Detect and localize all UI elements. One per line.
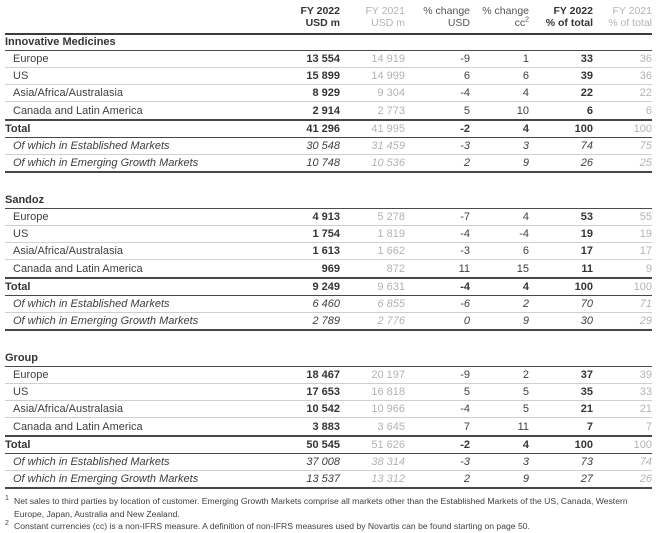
table-cell: 7 — [645, 420, 652, 433]
table-cell: 100 — [633, 123, 652, 135]
column-header-line: FY 2022 — [553, 5, 593, 17]
table-cell: 4 913 — [312, 211, 340, 223]
table-row — [5, 85, 652, 102]
table-section — [5, 351, 652, 489]
table-cell: 13 537 — [306, 473, 340, 485]
table-cell: 3 — [522, 456, 529, 468]
table-row — [5, 418, 652, 435]
table-cell: 19 — [580, 228, 593, 240]
row-label: Asia/Africa/Australasia — [13, 87, 124, 99]
table-cell: 36 — [639, 70, 652, 82]
table-cell: 18 467 — [306, 369, 340, 381]
table-row — [5, 102, 652, 119]
table-row — [5, 454, 652, 471]
table-cell: 8 929 — [312, 87, 340, 99]
table-cell: 1 662 — [377, 245, 405, 257]
footnotes — [5, 495, 652, 533]
table-cell: 5 — [463, 104, 470, 117]
table-cell: -3 — [460, 245, 470, 257]
column-header-line: % of total — [545, 17, 593, 29]
table-cell: 872 — [386, 262, 405, 275]
footnote-marker: 1 — [5, 495, 9, 502]
table-cell: 9 — [522, 473, 529, 485]
column-header-line: USD — [447, 17, 470, 29]
row-label: Europe — [13, 211, 49, 223]
footnote-1 — [5, 495, 652, 520]
table-cell: 2 — [463, 473, 470, 485]
table-cell: -9 — [460, 53, 470, 65]
table-cell: 0 — [463, 315, 470, 327]
table-cell: 10 542 — [306, 403, 340, 415]
row-label: US — [13, 386, 29, 398]
table-cell: -4 — [460, 87, 470, 99]
table-cell: 1 — [522, 53, 529, 65]
row-label: Europe — [13, 53, 49, 65]
table-cell: 3 883 — [312, 420, 340, 433]
table-cell: 21 — [580, 403, 593, 415]
table-cell: 4 — [522, 211, 529, 223]
table-cell: 53 — [580, 211, 593, 223]
row-label: US — [13, 228, 29, 240]
table-cell: 25 — [639, 157, 652, 169]
table-section — [5, 35, 652, 173]
table-cell: -4 — [519, 228, 529, 240]
table-cell: 2 776 — [377, 315, 405, 327]
table-cell: 2 — [463, 157, 470, 169]
table-cell: 6 — [522, 70, 529, 82]
column-header-fy2021-usdm — [340, 5, 405, 29]
table-row — [5, 209, 652, 226]
table-row — [5, 68, 652, 85]
footnote-2 — [5, 520, 652, 533]
column-header-line: USD m — [305, 17, 340, 29]
table-row — [5, 226, 652, 243]
table-body — [5, 35, 652, 489]
row-label: Of which in Established Markets — [13, 140, 170, 152]
table-cell: 5 — [522, 403, 529, 415]
table-header-row — [5, 2, 652, 35]
table-cell: 11 — [458, 262, 470, 275]
table-cell: 3 — [522, 140, 529, 152]
row-label: Of which in Emerging Growth Markets — [13, 315, 199, 327]
column-header-fy2022-pct-of-total — [529, 5, 593, 29]
table-cell: 15 899 — [306, 70, 340, 82]
table-cell: 17 — [580, 245, 593, 257]
table-cell: -7 — [460, 211, 470, 223]
column-header-line: % change — [482, 5, 529, 17]
table-row — [5, 471, 652, 489]
column-header-fy2022-usdm — [288, 5, 340, 29]
table-cell: 10 — [516, 104, 529, 117]
column-header-line: FY 2021 — [612, 5, 652, 17]
table-row — [5, 435, 652, 454]
table-cell: 38 314 — [371, 456, 405, 468]
table-cell: 9 — [522, 315, 529, 327]
row-label: Of which in Emerging Growth Markets — [13, 157, 199, 169]
table-cell: 4 — [522, 439, 529, 451]
table-cell: 55 — [639, 211, 652, 223]
table-cell: 33 — [580, 53, 593, 65]
table-cell: 2 914 — [312, 104, 340, 117]
table-cell: 26 — [639, 473, 652, 485]
table-cell: 74 — [580, 140, 593, 152]
table-section — [5, 193, 652, 331]
table-row — [5, 367, 652, 384]
table-cell: 11 — [581, 262, 593, 275]
table-cell: 10 536 — [371, 157, 405, 169]
table-cell: 1 819 — [377, 228, 405, 240]
table-cell: 22 — [580, 87, 593, 99]
table-row — [5, 296, 652, 313]
table-cell: 100 — [633, 281, 652, 293]
table-cell: 71 — [639, 298, 652, 310]
table-cell: 70 — [580, 298, 593, 310]
table-cell: 37 008 — [306, 456, 340, 468]
table-cell: 75 — [639, 140, 652, 152]
table-cell: 50 545 — [306, 439, 340, 451]
table-cell: 6 — [586, 104, 593, 117]
table-cell: 17 653 — [306, 386, 340, 398]
table-cell: 74 — [639, 456, 652, 468]
table-cell: 31 459 — [371, 140, 405, 152]
column-header-line: $cc^2$ — [514, 16, 529, 29]
table-cell: 1 754 — [312, 228, 340, 240]
table-cell: 17 — [639, 245, 652, 257]
table-cell: -2 — [460, 439, 470, 451]
table-cell: 30 548 — [306, 140, 340, 152]
row-label: Canada and Latin America — [13, 420, 143, 433]
table-cell: 6 855 — [377, 298, 405, 310]
row-label: Total — [5, 123, 31, 135]
table-cell: 73 — [580, 456, 593, 468]
table-cell: 969 — [321, 262, 340, 275]
table-cell: 27 — [580, 473, 593, 485]
table-cell: 4 — [522, 123, 529, 135]
table-cell: 5 278 — [377, 211, 405, 223]
section-title: Innovative Medicines — [5, 35, 652, 51]
table-cell: 35 — [580, 386, 593, 398]
table-row — [5, 119, 652, 138]
table-cell: 22 — [639, 87, 652, 99]
table-cell: -4 — [460, 281, 470, 293]
column-header-pct-change-usd — [405, 5, 470, 29]
column-header-pct-change-cc — [470, 5, 529, 29]
table-cell: 11 — [517, 420, 529, 433]
table-cell: -3 — [460, 140, 470, 152]
table-cell: 14 919 — [371, 53, 405, 65]
table-row — [5, 384, 652, 401]
table-cell: 2 773 — [377, 104, 405, 117]
footnote-ref-2: 2 — [525, 16, 529, 24]
footnote-text: Net sales to third parties by location of customer. Emerging Growth Markets comprise all markets other than the Established Markets of the US, Canada, Western Europe, Japan, Australia and New Zealand. — [14, 496, 628, 519]
table-cell: 15 — [516, 262, 529, 275]
table-cell: 39 — [639, 369, 652, 381]
table-cell: 2 — [522, 369, 529, 381]
table-cell: 10 748 — [306, 157, 340, 169]
table-cell: 1 613 — [312, 245, 340, 257]
table-cell: 30 — [580, 315, 593, 327]
table-cell: 100 — [574, 439, 593, 451]
column-header-line: FY 2022 — [300, 5, 340, 17]
table-cell: -6 — [460, 298, 470, 310]
table-cell: 6 — [645, 104, 652, 117]
column-header-line: USD m — [371, 17, 405, 29]
table-cell: 5 — [522, 386, 529, 398]
row-label: Canada and Latin America — [13, 262, 143, 275]
table-cell: 6 — [463, 70, 470, 82]
table-row — [5, 155, 652, 173]
table-cell: -2 — [460, 123, 470, 135]
table-cell: 20 197 — [371, 369, 405, 381]
table-cell: 7 — [586, 420, 593, 433]
table-cell: 4 — [522, 281, 529, 293]
table-cell: 51 626 — [371, 439, 405, 451]
table-row — [5, 243, 652, 260]
row-label: Europe — [13, 369, 49, 381]
row-label: Of which in Established Markets — [13, 298, 170, 310]
table-cell: 9 249 — [312, 281, 340, 293]
section-title: Sandoz — [5, 193, 652, 209]
table-cell: 9 — [522, 157, 529, 169]
table-cell: 14 999 — [371, 70, 405, 82]
table-cell: 2 789 — [312, 315, 340, 327]
table-cell: 2 — [522, 298, 529, 310]
column-header-line: % change — [423, 5, 470, 17]
table-cell: -4 — [460, 403, 470, 415]
footnote-text: Constant currencies (cc) is a non-IFRS measure. A definition of non-IFRS measures used by Novartis can be found starting on page 50. — [14, 521, 530, 531]
table-row — [5, 277, 652, 296]
table-row — [5, 313, 652, 331]
table-cell: 7 — [463, 420, 470, 433]
row-label: Of which in Emerging Growth Markets — [13, 473, 199, 485]
table-cell: 5 — [463, 386, 470, 398]
table-row — [5, 260, 652, 277]
table-cell: 19 — [639, 228, 652, 240]
table-cell: -4 — [460, 228, 470, 240]
table-cell: 9 — [645, 262, 652, 275]
row-label: Canada and Latin America — [13, 104, 143, 117]
table-cell: 26 — [580, 157, 593, 169]
table-cell: 21 — [639, 403, 652, 415]
column-header-fy2021-pct-of-total — [593, 5, 652, 29]
table-cell: 9 631 — [377, 281, 405, 293]
table-row — [5, 138, 652, 155]
column-header-line: FY 2021 — [365, 5, 405, 17]
table-cell: 100 — [574, 281, 593, 293]
table-cell: 3 645 — [377, 420, 405, 433]
table-cell: 100 — [574, 123, 593, 135]
table-cell: 4 — [522, 87, 529, 99]
table-cell: 29 — [639, 315, 652, 327]
table-cell: 6 460 — [312, 298, 340, 310]
table-cell: 33 — [639, 386, 652, 398]
table-cell: 13 312 — [371, 473, 405, 485]
row-label: Asia/Africa/Australasia — [13, 403, 124, 415]
table-cell: 37 — [580, 369, 593, 381]
row-label: Asia/Africa/Australasia — [13, 245, 124, 257]
table-cell: 9 304 — [377, 87, 405, 99]
table-row — [5, 401, 652, 418]
table-cell: 36 — [639, 53, 652, 65]
table-cell: 6 — [522, 245, 529, 257]
row-label: Total — [5, 281, 31, 293]
table-cell: -3 — [460, 456, 470, 468]
table-cell: -9 — [460, 369, 470, 381]
column-header-line: % of total — [608, 17, 652, 29]
table-cell: 10 966 — [371, 403, 405, 415]
table-cell: 41 296 — [306, 123, 340, 135]
table-cell: 39 — [580, 70, 593, 82]
row-label: Total — [5, 439, 31, 451]
row-label: US — [13, 70, 29, 82]
footnote-marker: 2 — [5, 520, 9, 527]
section-title: Group — [5, 351, 652, 367]
table-cell: 100 — [633, 439, 652, 451]
table-cell: 13 554 — [306, 53, 340, 65]
row-label: Of which in Established Markets — [13, 456, 170, 468]
table-cell: 16 818 — [371, 386, 405, 398]
table-cell: 41 995 — [371, 123, 405, 135]
table-row — [5, 51, 652, 68]
